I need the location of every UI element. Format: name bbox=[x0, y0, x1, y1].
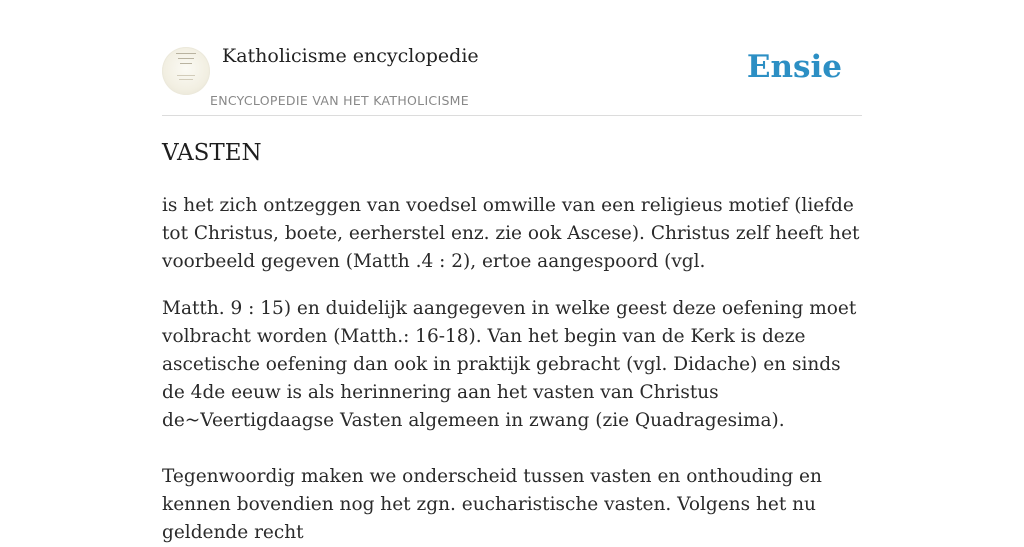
article-headword: VASTEN bbox=[162, 140, 262, 166]
site-subtitle: ENCYCLOPEDIE VAN HET KATHOLICISME bbox=[210, 93, 469, 108]
article-paragraph: Tegenwoordig maken we onderscheid tussen vasten en onthouding en kennen bovendien nog het zgn. eucharistische vasten. Volgens het nu geldende recht bbox=[162, 466, 822, 543]
content-container bbox=[162, 0, 862, 543]
site-title-link[interactable]: Katholicisme encyclopedie bbox=[222, 45, 479, 67]
book-cover-icon[interactable] bbox=[162, 47, 210, 95]
article-paragraph: is het zich ontzeggen van voedsel omwille van een religieus motief (liefde tot Christus, boete, eerherstel enz. zie ook Ascese). Christus zelf heeft het voorbeeld gegeven (Matth .4 : 2), ertoe aangespoord (vgl. bbox=[162, 195, 860, 272]
site-header bbox=[162, 0, 862, 116]
ensie-logo-link[interactable]: Ensie bbox=[746, 49, 842, 85]
article-paragraph: Matth. 9 : 15) en duidelijk aangegeven in welke geest deze oefening moet volbracht worden (Matth.: 16-18). Van het begin van de Kerk is deze ascetische oefening dan ook in praktijk gebracht (vgl. Didache) en sinds de 4de eeuw is als herinnering aan het vasten van Christus de~Veertigdaagse Vasten algemeen in zwang (zie Quadragesima). bbox=[162, 298, 857, 431]
